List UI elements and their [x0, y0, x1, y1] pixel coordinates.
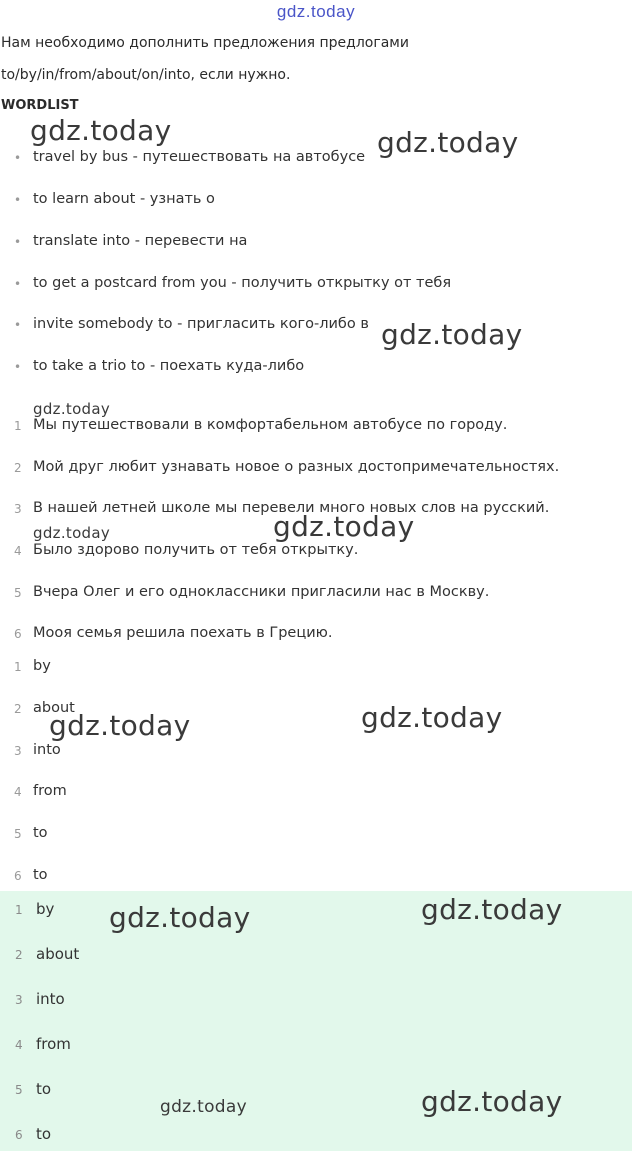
wordlist-item: to take a trio to - поехать куда-либо — [33, 358, 305, 374]
watermark: gdz.today — [30, 114, 172, 147]
answer-box-number: 4 — [15, 1038, 23, 1052]
wordlist-item: translate into - перевести на — [33, 233, 248, 249]
answer-box-text: into — [36, 990, 65, 1008]
bullet-icon: • — [14, 193, 22, 207]
answer-number: 3 — [14, 744, 22, 758]
answer-box-number: 3 — [15, 993, 23, 1007]
answer-text: to — [33, 867, 48, 883]
answer-number: 6 — [14, 869, 22, 883]
sentence-text: Мы путешествовали в комфортабельном автобусе по городу. — [33, 417, 508, 433]
sentence-text: Мой друг любит узнавать новое о разных достопримечательностях. — [33, 459, 560, 475]
wordlist-item: travel by bus - путешествовать на автобусе — [33, 149, 366, 165]
answer-text: by — [33, 658, 51, 674]
answer-text: about — [33, 700, 75, 716]
bullet-icon: • — [14, 151, 22, 165]
sentence-number: 4 — [14, 544, 22, 558]
watermark: gdz.today — [381, 318, 523, 351]
bullet-icon: • — [14, 277, 22, 291]
answer-box-text: to — [36, 1080, 52, 1098]
sentence-text: Было здорово получить от тебя открытку. — [33, 542, 359, 558]
sentence-text: В нашей летней школе мы перевели много новых слов на русский. — [33, 500, 550, 516]
bullet-icon: • — [14, 360, 22, 374]
answer-number: 4 — [14, 785, 22, 799]
wordlist-item: to learn about - узнать о — [33, 191, 215, 207]
answer-box-number: 1 — [15, 903, 23, 917]
answer-box-number: 6 — [15, 1128, 23, 1142]
intro-line-1: Нам необходимо дополнить предложения предлогами — [1, 35, 409, 51]
watermark: gdz.today — [49, 709, 191, 742]
sentence-number: 1 — [14, 419, 22, 433]
watermark: gdz.today — [109, 901, 251, 934]
watermark: gdz.today — [273, 510, 415, 543]
watermark: gdz.today — [421, 1085, 563, 1118]
answer-box-number: 2 — [15, 948, 23, 962]
header-watermark: gdz.today — [276, 2, 356, 21]
sentence-number: 6 — [14, 627, 22, 641]
sentence-text: Вчера Олег и его одноклассники пригласили нас в Москву. — [33, 584, 490, 600]
answer-text: to — [33, 825, 48, 841]
wordlist-item: to get a postcard from you - получить открытку от тебя — [33, 275, 452, 291]
sentence-number: 2 — [14, 461, 22, 475]
watermark: gdz.today — [421, 893, 563, 926]
watermark: gdz.today — [33, 524, 111, 542]
watermark: gdz.today — [361, 701, 503, 734]
answer-box-number: 5 — [15, 1083, 23, 1097]
answer-number: 5 — [14, 827, 22, 841]
answer-box-text: by — [36, 900, 55, 918]
answer-box-text: about — [36, 945, 80, 963]
answer-number: 1 — [14, 660, 22, 674]
bullet-icon: • — [14, 235, 22, 249]
watermark: gdz.today — [33, 400, 111, 418]
watermark: gdz.today — [377, 126, 519, 159]
answer-box-text: to — [36, 1125, 52, 1143]
watermark: gdz.today — [160, 1097, 247, 1117]
answer-number: 2 — [14, 702, 22, 716]
answer-text: from — [33, 783, 67, 799]
wordlist-item: invite somebody to - пригласить кого-либо в — [33, 316, 369, 332]
answer-box-text: from — [36, 1035, 71, 1053]
sentence-text: Мооя семья решила поехать в Грецию. — [33, 625, 333, 641]
wordlist-title: WORDLIST — [1, 98, 79, 113]
sentence-number: 5 — [14, 586, 22, 600]
bullet-icon: • — [14, 318, 22, 332]
answer-text: into — [33, 742, 61, 758]
intro-line-2: to/by/in/from/about/on/into, если нужно. — [1, 67, 291, 83]
sentence-number: 3 — [14, 502, 22, 516]
